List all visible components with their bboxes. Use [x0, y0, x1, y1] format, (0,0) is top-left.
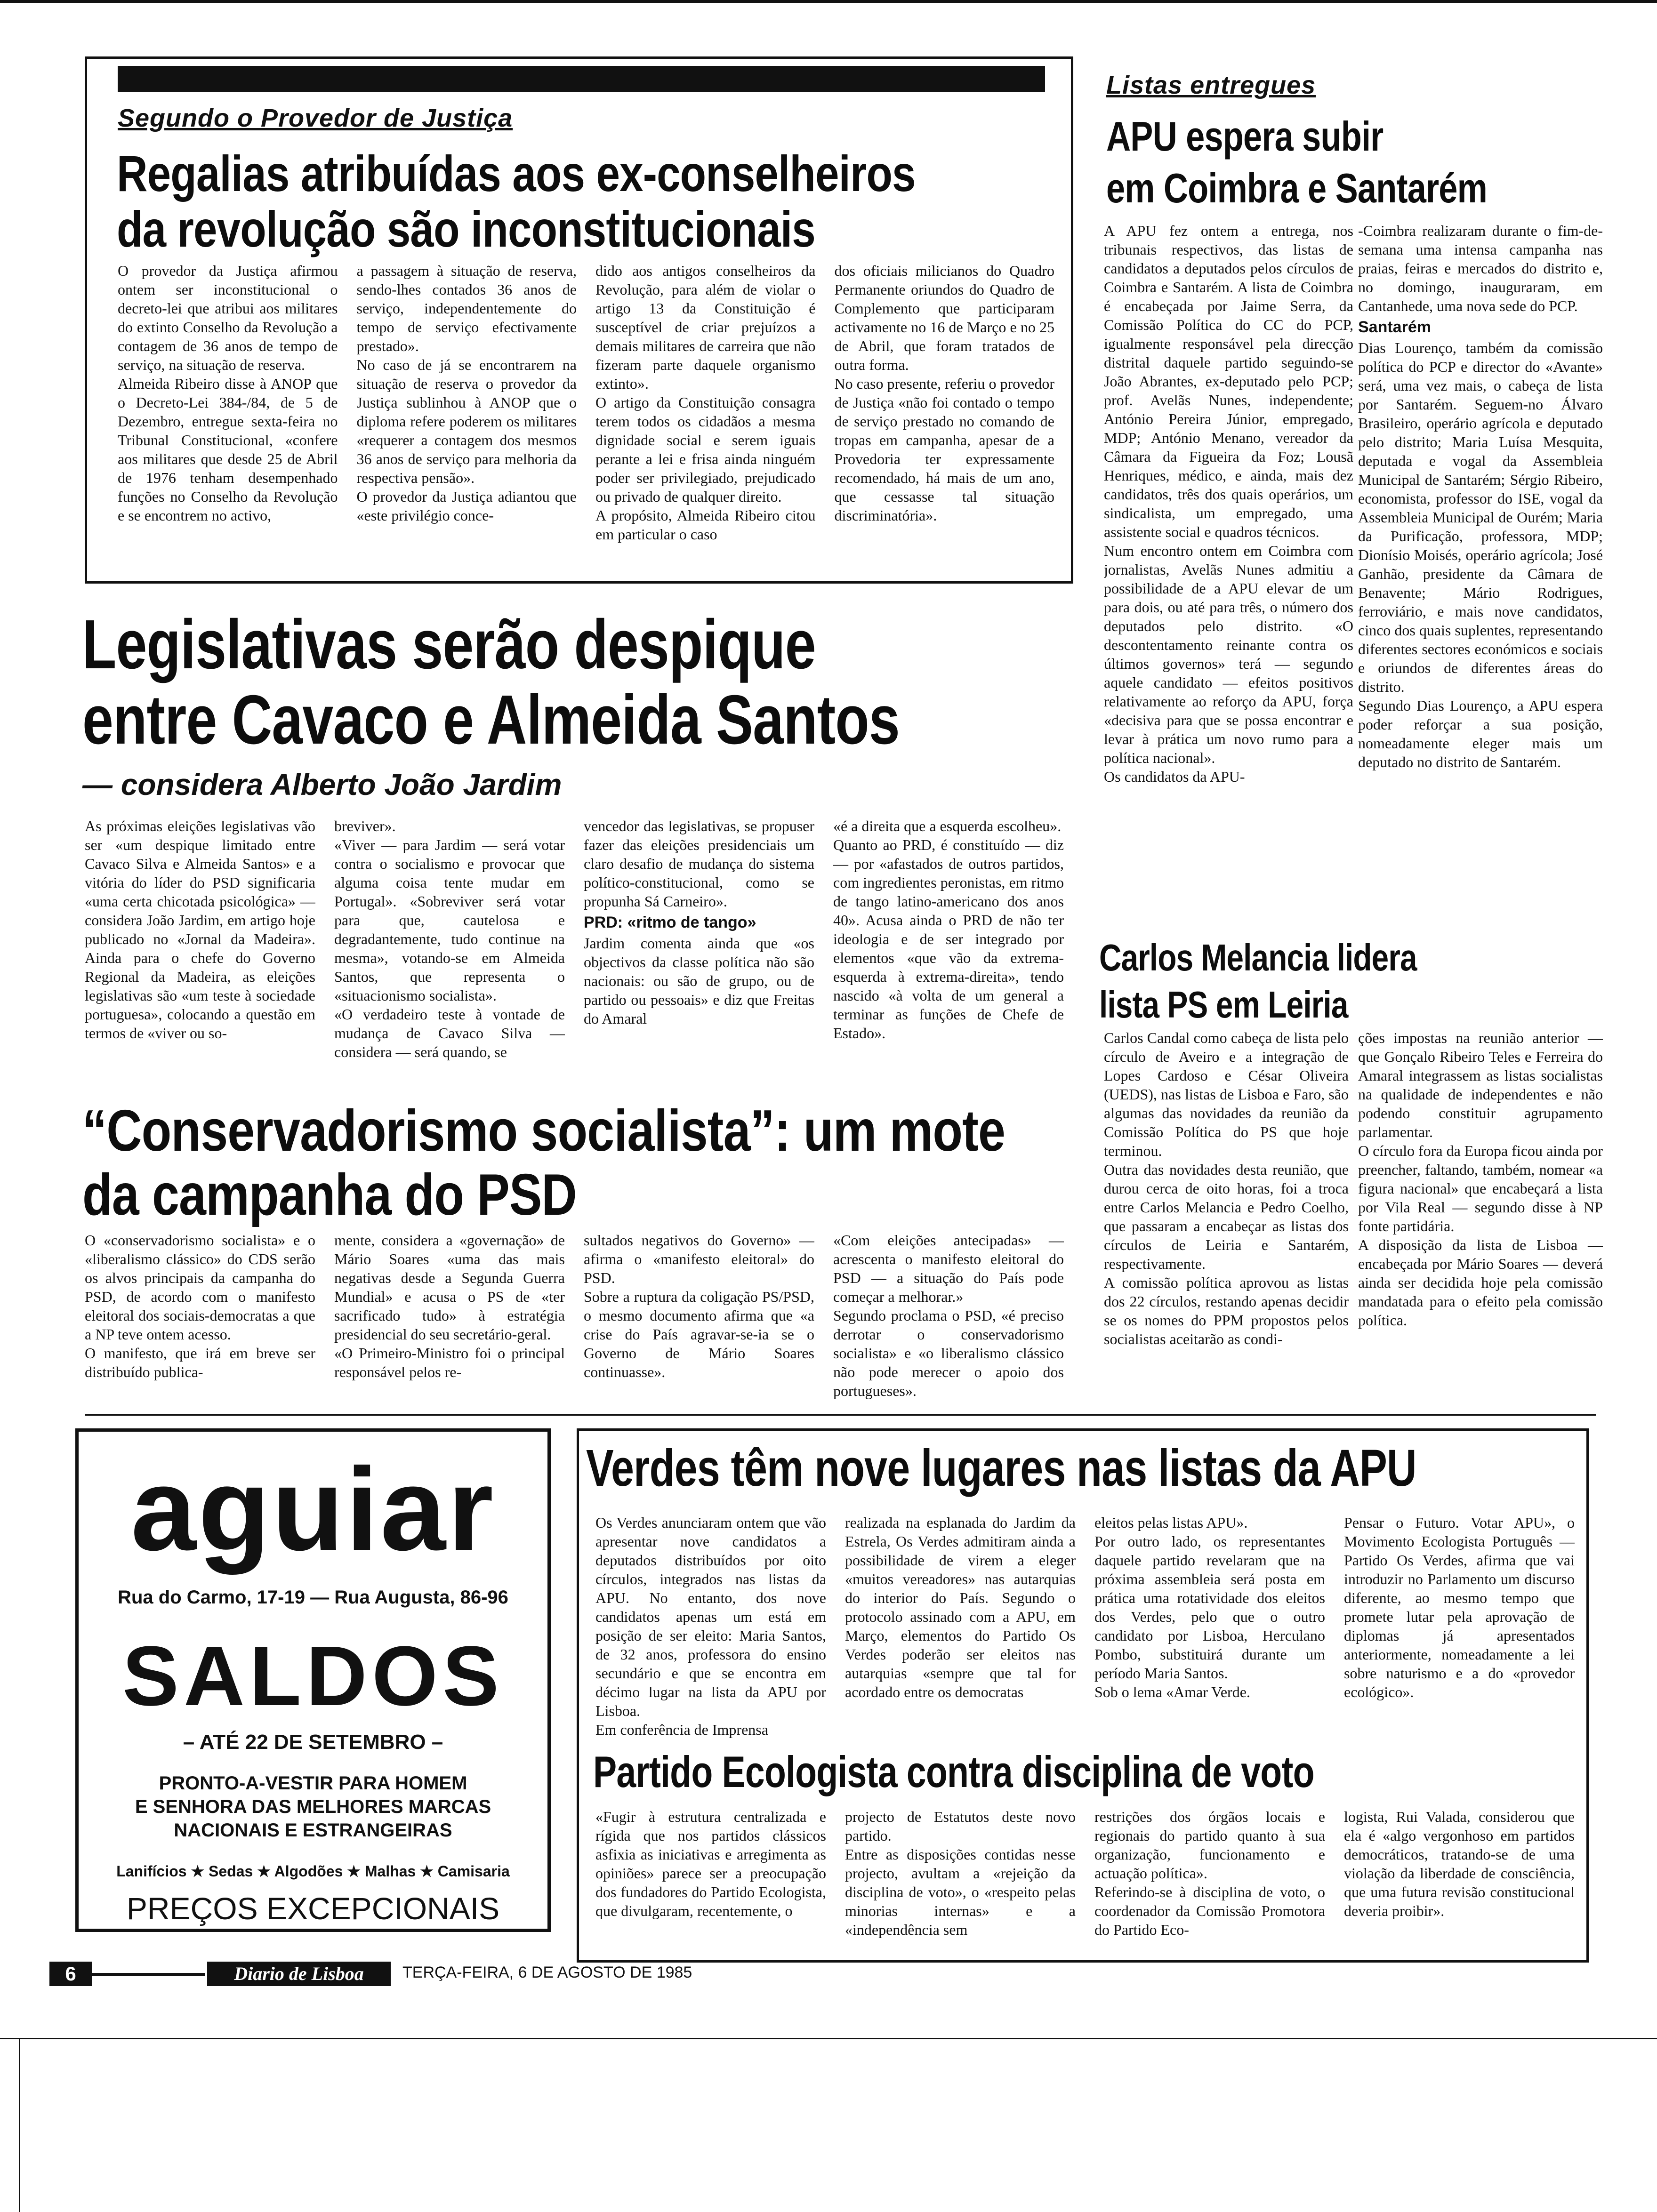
body-column: Os Verdes anunciaram ontem que vão apresentar nove candidatos a deputados distribuídos por oito círculos, integrados nas listas da APU. No entanto, dos nove candidatos apenas um está em posição de ser eleito: Maria Santos, de 32 anos, professora do ensino secundário e que se encontra em décimo lugar na lista da APU por Lisboa. Em conferência de Imprensa	[595, 1514, 826, 1738]
ad-goods: Lanifícios ★ Sedas ★ Algodões ★ Malhas ★ Camisaria	[116, 1863, 510, 1880]
body-column: vencedor das legislativas, se propuser fazer das eleições presidenciais um claro desafio de mudança do sistema político-constitucional, como se propunha Sá Carneiro».	[584, 817, 814, 910]
headline-line: entre Cavaco e Almeida Santos	[82, 681, 900, 759]
headline-line: lista PS em Leiria	[1099, 984, 1348, 1026]
section-divider	[85, 1414, 1596, 1416]
body-column: ções impostas na reunião anterior — que Gonçalo Ribeiro Teles e Ferreira do Amaral integrassem as listas socialistas na qualidade de independentes e não podendo constituir agrupamento parlamentar. O círculo fora da Europa ficou ainda por preencher, faltando, também, nomear «a figura nacional» que encabeçará a lista por Vila Real — segundo disse à NP fonte partidária. A disposição da lista de Lisboa — encabeçada por Mário Soares — deverá ainda ser decidida hoje pela comissão mandatada para o efeito pela comissão política.	[1358, 1029, 1603, 1329]
page-number-box	[49, 1962, 92, 1986]
body-column: restrições dos órgãos locais e regionais do partido quanto à sua organização, funcionamento e actuação política». Referindo-se à disciplina de voto, o coordenador da Comissão Promotora do Partido Eco-	[1094, 1808, 1325, 1938]
body-column: -Coimbra realizaram durante o fim-de-semana uma intensa campanha nas praias, feiras e mercados do distrito e, no domingo, inauguraram, em Cantanhede, uma nova sede do PCP.	[1358, 222, 1603, 314]
headline-line: APU espera subir	[1106, 113, 1384, 160]
body-column: O provedor da Justiça afirmou ontem ser inconstitucional o decreto-lei que atribui aos militares do extinto Conselho da Revolução a contagem de 36 anos de tempo de serviço, na situação de reserva. Almeida Ribeiro disse à ANOP que o Decreto-Lei 384-/84, de 5 de Dezembro, entregue sexta-feira no Tribunal Constitucional, «confere aos militares que desde 25 de Abril de 1976 tenham desempenhado funções no Conselho da Revolução e se encontrem no activo,	[118, 262, 338, 524]
body-column: «é a direita que a esquerda escolheu». Quanto ao PRD, é constituído — diz — por «afastados de outros partidos, com ingredientes peronistas, em ritmo de tango latino-americano dos anos 40». Acusa ainda o PRD de não ter ideologia e de ser integrado por elementos «que vão da extrema-esquerda à extrema-direita», tendo nascido «à volta de um general a terminar as funções de Chefe de Estado».	[833, 817, 1064, 1042]
body-column: logista, Rui Valada, considerou que ela é «algo vergonhoso em partidos democráticos, tratando-se de uma violação da liberdade de consciência, que uma futura revisão constitucional deveria proibir».	[1344, 1808, 1575, 1919]
masthead-box	[207, 1962, 391, 1986]
body-column-group	[1358, 221, 1603, 932]
body-column: dido aos antigos conselheiros da Revolução, para além de violar o artigo 13 da Constituição é susceptível de criar prejuízos a demais militares de carreira que não fizeram parte daquele organismo extinto». O artigo da Constituição consagra terem todos os cidadãos a mesma dignidade social e serem iguais perante a lei e frisa ainda ninguém poder ser privilegiado, prejudicado ou privado de qualquer direito. A propósito, Almeida Ribeiro citou em particular o caso	[595, 262, 816, 543]
article-body	[85, 1231, 1078, 1400]
article-kicker: Listas entregues	[1106, 71, 1316, 99]
headline-line: em Coimbra e Santarém	[1106, 165, 1487, 211]
article-deck: — considera Alberto João Jardim	[82, 768, 562, 801]
headline-line: Legislativas serão despique	[82, 606, 816, 683]
body-column: As próximas eleições legislativas vão ser «um despique limitado entre Cavaco Silva e Almeida Santos» e a vitória do líder do PSD significaria «uma certa chicotada psicológica» — considera João Jardim, em artigo hoje publicado no «Jornal da Madeira». Ainda para o chefe do Governo Regional da Madeira, as eleições legislativas são «um teste à sociedade portuguesa», colocando a questão em termos de «viver ou so-	[85, 817, 315, 1042]
body-column: «Com eleições antecipadas» — acrescenta o manifesto eleitoral do PSD — a situação do País pode começar a melhorar.» Segundo proclama o PSD, «é preciso derrotar o conservadorismo socialista» e «o liberalismo clássico não pode merecer o apoio dos portugueses».	[833, 1232, 1064, 1399]
body-column: sultados negativos do Governo» — afirma o «manifesto eleitoral» do PSD. Sobre a ruptura da coligação PS/PSD, o mesmo documento afirma que «a crise do País agravar-se-ia se o Governo de Mário Soares continuasse».	[584, 1232, 814, 1380]
headline-line: “Conservadorismo socialista”: um mote	[82, 1098, 1005, 1163]
page-number: 6	[65, 1963, 76, 1985]
body-column: realizada na esplanada do Jardim da Estrela, Os Verdes admitiram ainda a possibilidade de virem a eleger «muitos vereadores» nas autarquias do interior do País. Segundo o protocolo assinado com a APU, em Março, elementos do Partido Os Verdes poderão ser eleitos nas autarquias «sempre que tal for acordado entre os democratas	[845, 1514, 1076, 1700]
article-headline	[82, 1099, 1005, 1227]
masthead-logo: Diario de Lisboa	[234, 1963, 364, 1984]
article-headline	[1099, 934, 1417, 1028]
body-column: «Fugir à estrutura centralizada e rígida que nos partidos clássicos asfixia as iniciativas e arregimenta as opiniões» parece ser a preocupação dos fundadores do Partido Ecologista, que divulgaram, recentemente, o	[595, 1808, 826, 1919]
body-column: Carlos Candal como cabeça de lista pelo círculo de Aveiro e a integração de Lopes Cardoso e César Oliveira (UEDS), nas listas de Lisboa e Faro, são algumas das novidades da reunião da Comissão Política do PS que hoje terminou. Outra das novidades desta reunião, que durou cerca de oito horas, foi a troca entre Carlos Melancia e Pedro Coelho, que passaram a encabeçar as listas dos círculos de Leiria e Santarém, respectivamente. A comissão política aprovou as listas dos 22 círculos, restando apenas decidir se os nomes do PPM propostos pelos socialistas aceitarão as condi-	[1104, 1029, 1349, 1347]
article-body	[85, 817, 1078, 1094]
article-body	[595, 1513, 1579, 1739]
article-top-bar	[118, 66, 1045, 92]
body-column: projecto de Estatutos deste novo partido. Entre as disposições contidas nesse projecto, avultam a «rejeição da disciplina de voto», o «respeito pelas minorias internas» e a «independência sem	[845, 1808, 1076, 1938]
body-column: Dias Lourenço, também da comissão política do PCP e director do «Avante» será, uma vez mais, o cabeça de lista por Santarém. Seguem-no Álvaro Brasileiro, operário agrícola e deputado pelo distrito; Maria Luísa Mesquita, deputada e vogal da Assembleia Municipal de Santarém; Sérgio Ribeiro, economista, professor do ISE, vogal da Assembleia Municipal de Ourém; Maria da Purificação, professora, MDP; Dionísio Moisés, operário agrícola; José Ganhão, presidente da Câmara de Benavente; Mário Rodrigues, ferroviário, e mais nove candidatos, cinco dos quais suplentes, representando diferentes sectores económicos e sociais e oriundos de diferentes áreas do distrito. Segundo Dias Lourenço, a APU espera poder reforçar a sua posição, nomeadamente eleger mais um deputado no distrito de Santarém.	[1358, 339, 1603, 770]
body-column: dos oficiais milicianos do Quadro Permanente oriundos do Quadro de Complemento que participaram activamente no 16 de Março e no 25 de Abril, que foram tratados de outra forma. No caso presente, referiu o provedor de Justiça «não foi contado o tempo de serviço prestado no comando de tropas em campanha, apesar de a Provedoria ter expressamente recomendado, há mais de um ano, que cessasse tal situação discriminatória».	[834, 262, 1054, 524]
body-column: breviver». «Viver — para Jardim — será votar contra o socialismo e provocar que alguma coisa tente mudar em Portugal». «Sobreviver será votar para que, cautelosa e degradantemente, tudo continue na mesma», votando-se em Almeida Santos, que representa o «situacionismo socialista». «O verdadeiro teste à vontade de mudança de Cavaco Silva — considera — será quando, se	[334, 817, 565, 1060]
article-headline	[117, 146, 916, 257]
left-edge-rule	[19, 2038, 20, 2212]
body-column: mente, considera a «governação» de Mário Soares «uma das mais negativas desde a Segunda Guerra Mundial» e acusa o PS de «ter sacrificado tudo» à estratégia presidencial do seu secretário-geral. «O Primeiro-Ministro foi o principal responsável pelos re-	[334, 1232, 565, 1380]
headline-line: da revolução são inconstitucionais	[117, 200, 815, 257]
ad-saldos: SALDOS	[122, 1629, 504, 1723]
ad-text-line: PRONTO-A-VESTIR PARA HOMEM	[159, 1773, 467, 1794]
body-column: eleitos pelas listas APU». Por outro lado, os representantes daquele partido revelaram que na próxima assembleia será posta em prática uma rotatividade dos eleitos dos Verdes, pelo que o outro candidato por Lisboa, Herculano Pombo, substituirá durante um período Maria Santos. Sob o lema «Amar Verde.	[1094, 1514, 1325, 1700]
advertisement-aguiar	[75, 1428, 551, 1932]
headline-line: da campanha do PSD	[82, 1162, 577, 1227]
body-column-group	[584, 817, 814, 1094]
article-body	[118, 261, 1054, 581]
subheading: PRD: «ritmo de tango»	[584, 914, 756, 931]
page-date: TERÇA-FEIRA, 6 DE AGOSTO DE 1985	[402, 1964, 692, 1981]
body-column: a passagem à situação de reserva, sendo-lhes contados 36 anos de serviço, independentemente do tempo de serviço efectivamente prestado». No caso de já se encontrarem na situação de reserva o provedor da Justiça sublinhou à ANOP que o diploma refere poderem os militares «requerer a contagem dos mesmos 36 anos de serviço para melhoria da respectiva pensão». O provedor da Justiça adiantou que «este privilégio conce-	[356, 262, 577, 524]
ad-brand-logo: aguiar	[130, 1443, 496, 1575]
top-edge-rule	[0, 0, 1657, 3]
article-headline: Verdes têm nove lugares nas listas da APU	[586, 1439, 1416, 1497]
article-headline: Partido Ecologista contra disciplina de voto	[593, 1747, 1314, 1796]
body-column: A APU fez ontem a entrega, nos tribunais respectivos, das listas de candidatos a deputados pelos círculos de Coimbra e Santarém. A lista de Coimbra é encabeçada por Jaime Serra, da Comissão Política do CC do PCP, igualmente responsável pela direcção distrital daquele partido seguindo-se João Abrantes, ex-deputado pelo PCP; prof. Avelãs Nunes, independente; António Pereira Júnior, empregado, MDP; António Menano, vereador da Câmara da Figueira da Foz; Lousã Henriques, médico, e ainda, mais dez candidatos, três dos quais operários, um sindicalista, um empregado, uma assistente social e quadros técnicos. Num encontro ontem em Coimbra com jornalistas, Avelãs Nunes admitiu a possibilidade de a APU elevar de um para dois, ou até para três, o número dos deputados pelo distrito. «O descontentamento reinante contra os últimos governos» terá — segundo aquele candidato — efeitos positivos relativamente ao reforço da APU, força «decisiva para que se possa encontrar e levar à prática um novo rumo para a política nacional». Os candidatos da APU-	[1104, 222, 1353, 785]
body-column: Jardim comenta ainda que «os objectivos da classe política não são nacionais: ou são de grupo, ou de partido ou pessoais» e diz que Freitas do Amaral	[584, 935, 814, 1027]
ad-address: Rua do Carmo, 17-19 — Rua Augusta, 86-96	[118, 1587, 508, 1608]
ad-prices: PREÇOS EXCEPCIONAIS	[126, 1891, 500, 1926]
article-kicker: Segundo o Provedor de Justiça	[118, 104, 513, 132]
article-body	[595, 1807, 1579, 1958]
footer-rule	[92, 1973, 205, 1976]
article-headline	[1106, 111, 1487, 214]
body-column: Pensar o Futuro. Votar APU», o Movimento Ecologista Português — Partido Os Verdes, afirma que vai introduzir no Parlamento um discurso diferente, ao mesmo tempo que promete lutar pela aprovação de diplomas já apresentados anteriormente, nomeadamente a lei sobre naturismo e a do «provedor ecológico».	[1344, 1514, 1575, 1700]
article-headline	[82, 607, 900, 758]
bottom-rule	[0, 2038, 1657, 2039]
body-column: O «conservadorismo socialista» e o «liberalismo clássico» do CDS serão os alvos principais da campanha do PSD, de acordo com o manifesto eleitoral dos sociais-democratas a que a NP teve ontem acesso. O manifesto, que irá em breve ser distribuído publica-	[85, 1232, 315, 1380]
ad-until-date: – ATÉ 22 DE SETEMBRO –	[183, 1731, 443, 1754]
subheading: Santarém	[1358, 318, 1431, 336]
headline-line: Regalias atribuídas aos ex-conselheiros	[117, 145, 916, 202]
headline-line: Carlos Melancia lidera	[1099, 937, 1417, 978]
ad-text-line: E SENHORA DAS MELHORES MARCAS	[135, 1796, 491, 1817]
ad-text-line: NACIONAIS E ESTRANGEIRAS	[174, 1820, 452, 1841]
